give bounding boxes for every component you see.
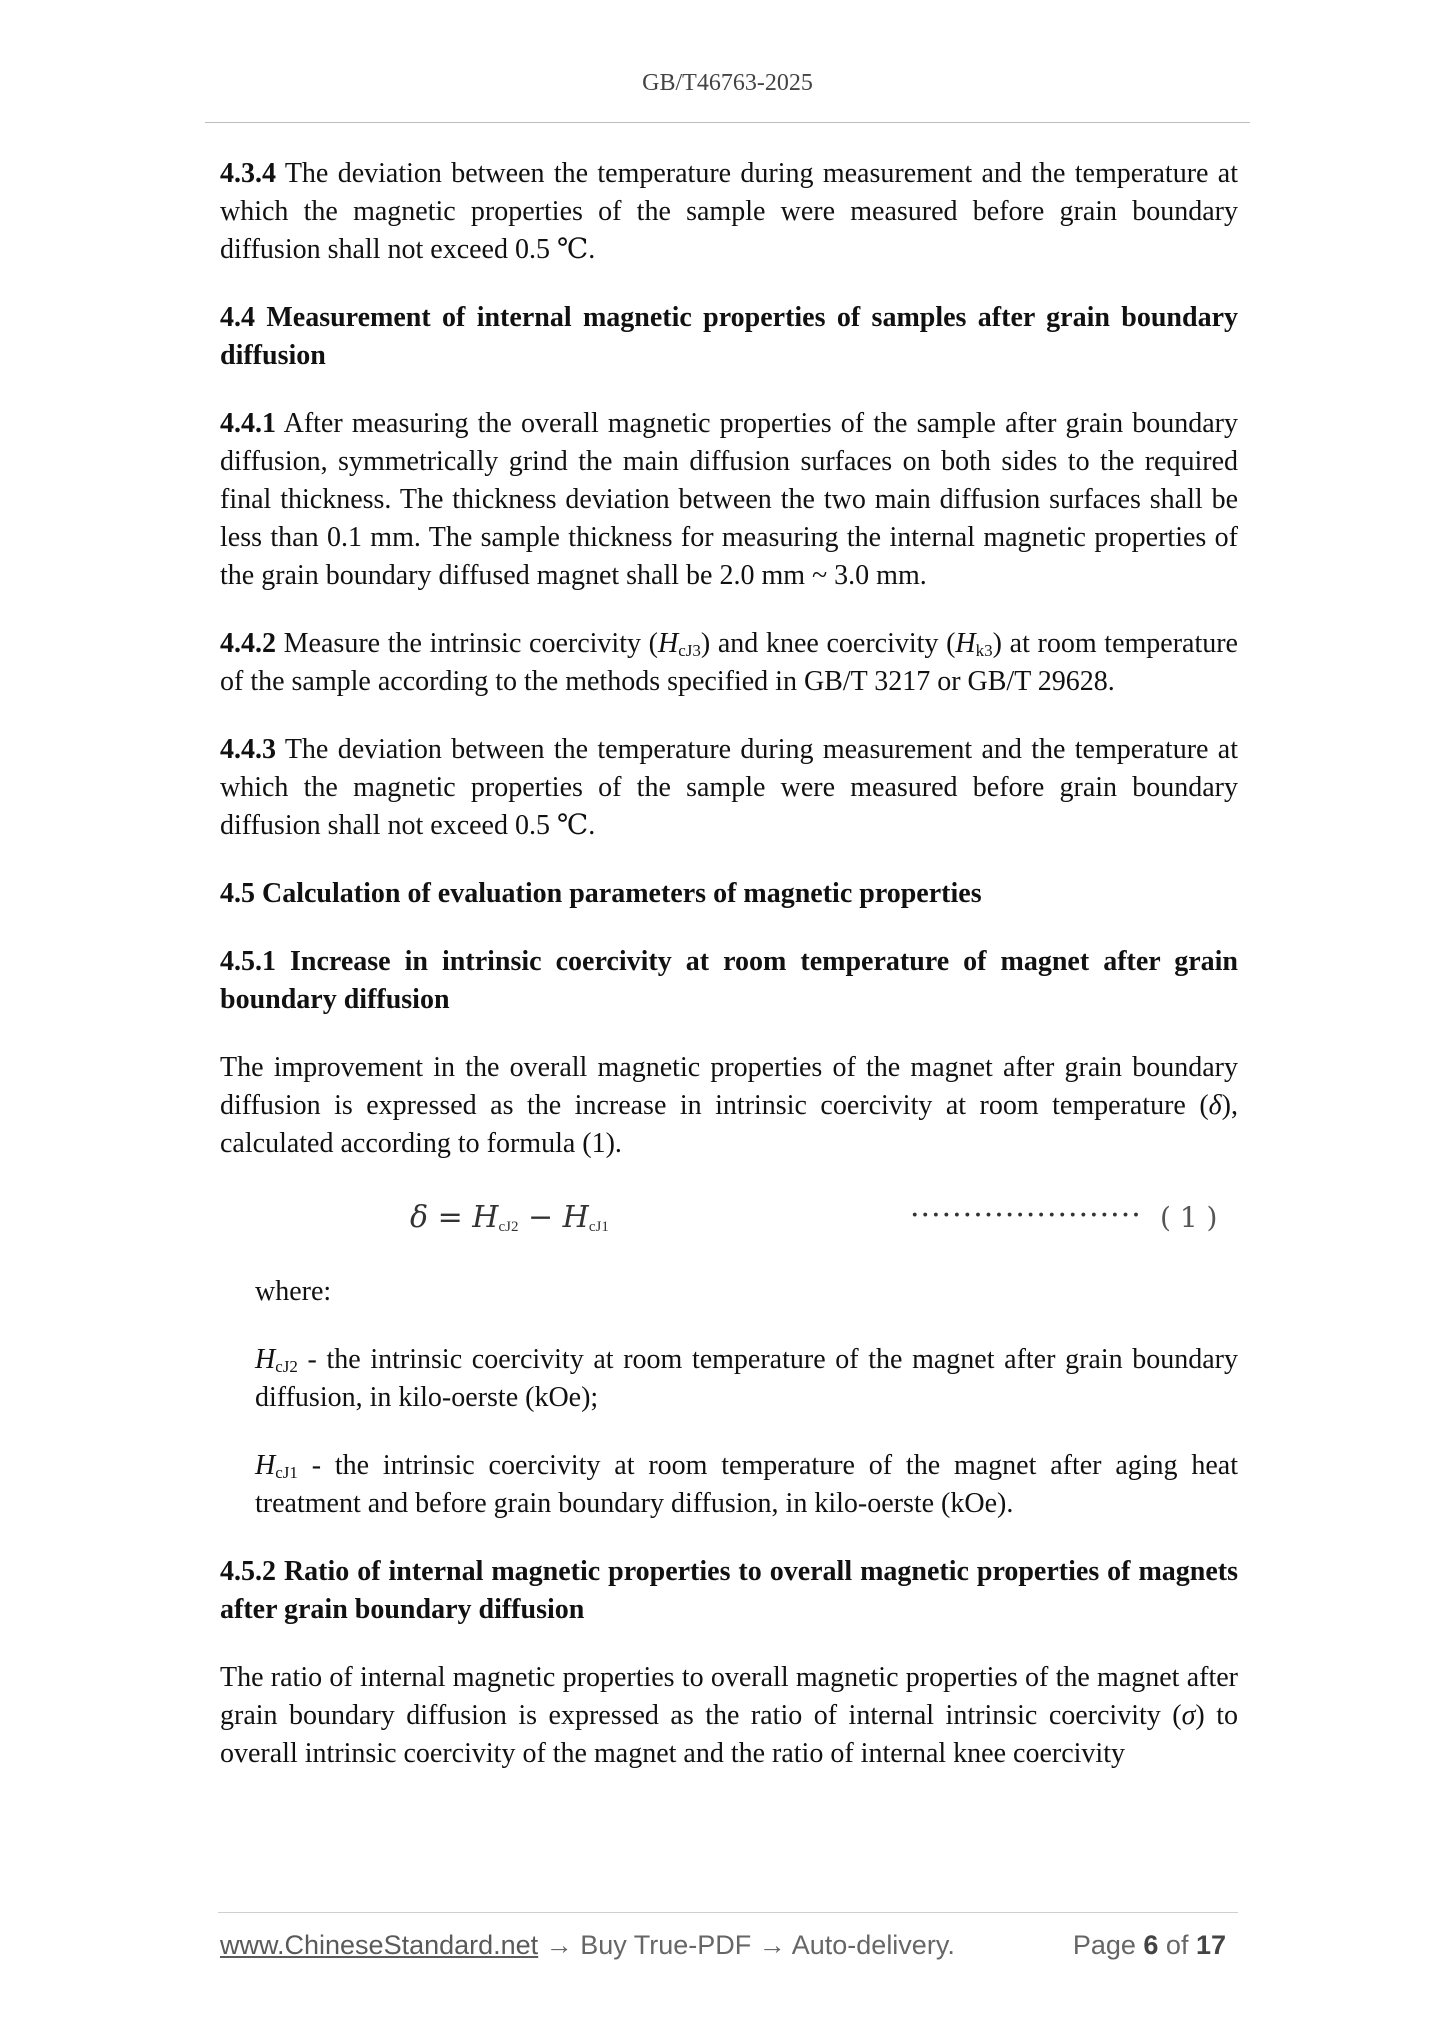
formula-expression [410,1199,609,1237]
document-body [220,155,1238,1803]
formula-subscript: cJ1 [588,1219,609,1235]
body-text: The ratio of internal magnetic properties to overall magnetic properties of the magnet after grain boundary diffusion is expressed as the ratio of internal intrinsic coercivity ( [220,1662,1238,1731]
symbol-subscript: cJ1 [275,1463,298,1482]
footer-divider [218,1912,1238,1913]
page-footer [220,1930,1238,1961]
clause-text: ) and knee coercivity ( [700,628,956,659]
formula-number: ( 1 ) [1160,1201,1218,1234]
clause-4-4-2 [220,625,1238,701]
symbol-sigma: σ [1181,1700,1196,1731]
formula-leader-dots: ······················ [910,1198,1142,1233]
page-label: Page [1072,1930,1144,1960]
clause-text: The deviation between the temperature during measurement and the temperature at which the magnetic properties of the sample were measured before grain boundary diffusion shall not exceed 0.5 ℃. [220,734,1238,841]
formula-minus: − [518,1200,563,1235]
document-header: GB/T46763-2025 [642,70,813,96]
website-link[interactable]: www.ChineseStandard.net [220,1930,539,1960]
symbol-subscript: cJ2 [275,1357,298,1376]
section-heading-4-5-2: 4.5.2 Ratio of internal magnetic properties to overall magnetic properties of magnets after grain boundary diffusion [220,1556,1238,1625]
section-heading-4-4: 4.4 Measurement of internal magnetic properties of samples after grain boundary diffusion [220,302,1238,371]
symbol-subscript: k3 [975,641,993,660]
section-heading-4-5-1: 4.5.1 Increase in intrinsic coercivity at room temperature of magnet after grain boundary diffusion [220,946,1238,1015]
clause-4-3-4 [220,155,1238,269]
body-text: The improvement in the overall magnetic properties of the magnet after grain boundary diffusion is expressed as the increase in intrinsic coercivity at room temperature ( [220,1052,1238,1121]
formula-h: H [562,1200,589,1235]
symbol-h: H [255,1450,276,1481]
clause-text: After measuring the overall magnetic properties of the sample after grain boundary diffusion, symmetrically grind the main diffusion surfaces on both sides to the required final thickness. The thickness deviation between the two main diffusion surfaces shall be less than 0.1 mm. The sample thickness for measuring the internal magnetic properties of the grain boundary diffused magnet shall be 2.0 mm ~ 3.0 mm. [220,408,1238,591]
formula-h: H [472,1200,499,1235]
symbol-subscript: cJ3 [678,641,701,660]
definition-text: - the intrinsic coercivity at room temperature of the magnet after grain boundary diffusion, in kilo-oerste (kOe); [255,1344,1238,1413]
clause-text: ) at room temperature of the sample according to the methods specified in GB/T 3217 or GB/T 29628. [220,628,1238,697]
paragraph-4-5-1-body [220,1049,1238,1163]
header-divider [205,122,1250,123]
clause-number: 4.3.4 [220,158,276,189]
current-page-number: 6 [1143,1930,1159,1960]
symbol-h: H [255,1344,276,1375]
definition-text: - the intrinsic coercivity at room temperature of the magnet after aging heat treatment and before grain boundary diffusion, in kilo-oerste (kOe). [255,1450,1238,1519]
clause-number: 4.4.2 [220,628,276,659]
clause-number: 4.4.3 [220,734,276,765]
formula-delta: δ [410,1200,429,1235]
formula-subscript: cJ2 [498,1219,519,1235]
footer-promo-text: → Buy True-PDF → Auto-delivery. [538,1930,955,1960]
where-item-hcj2 [255,1341,1238,1417]
formula-equals: = [428,1200,473,1235]
clause-text: The deviation between the temperature during measurement and the temperature at which the magnetic properties of the sample were measured before grain boundary diffusion shall not exceed 0.5 ℃. [220,158,1238,265]
clause-text: Measure the intrinsic coercivity ( [276,628,658,659]
body-text: ), calculated according to formula (1). [220,1090,1238,1159]
where-label: where: [255,1276,332,1307]
clause-4-4-3 [220,731,1238,845]
page-indicator [1073,1930,1226,1961]
total-pages-number: 17 [1195,1930,1226,1960]
paragraph-4-5-2-body [220,1659,1238,1773]
body-text: ) to overall intrinsic coercivity of the magnet and the ratio of internal knee coercivity [220,1700,1238,1769]
symbol-delta: δ [1208,1090,1222,1121]
where-item-hcj1 [255,1447,1238,1523]
clause-number: 4.4.1 [220,408,276,439]
formula-1 [220,1193,1238,1253]
symbol-h: H [955,628,976,659]
section-heading-4-5: 4.5 Calculation of evaluation parameters of magnetic properties [220,878,982,909]
symbol-h: H [657,628,679,659]
page-of-label: of [1158,1930,1196,1960]
clause-4-4-1 [220,405,1238,595]
